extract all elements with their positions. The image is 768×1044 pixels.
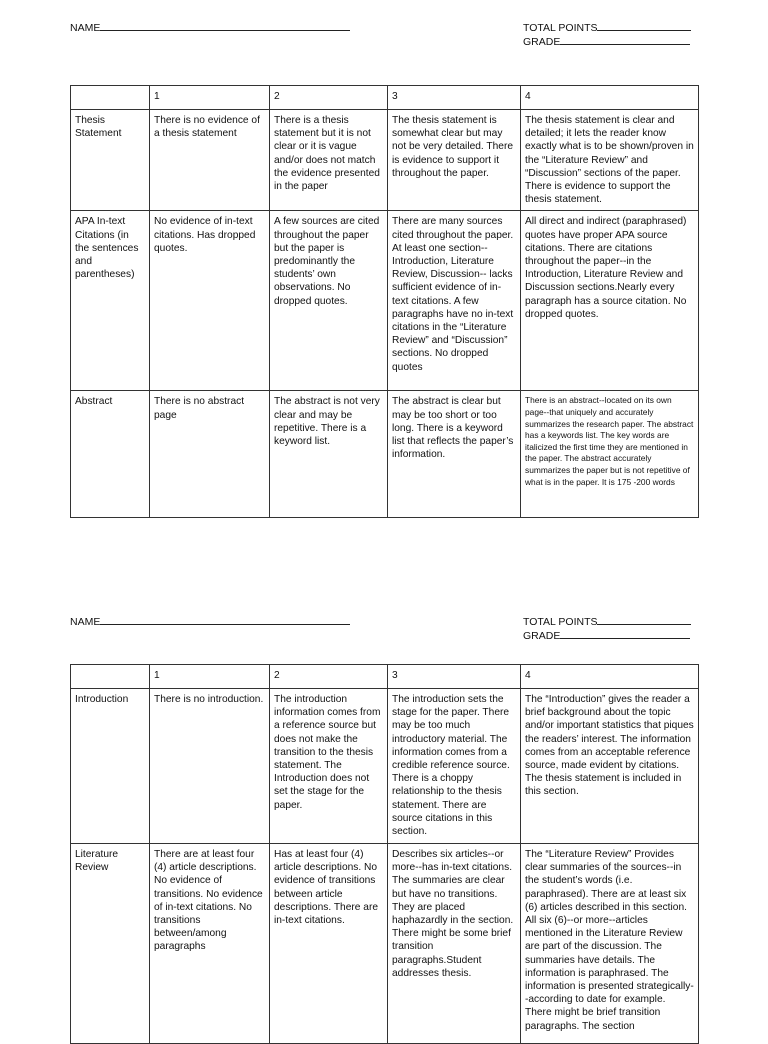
header-cell: 4 bbox=[521, 86, 699, 110]
score-cell: The abstract is clear but may be too short or too long. There is a keyword list that reflects the paper’s information. bbox=[388, 391, 521, 518]
score-cell: Describes six articles--or more--has in-text citations. The summaries are clear but have no transitions. They are placed haphazardly in the section. There might be some brief transition paragraphs.Student addresses thesis. bbox=[388, 844, 521, 1044]
name-label: NAME bbox=[70, 22, 101, 34]
score-cell: There are many sources cited throughout the paper. At least one section--Introduction, Literature Review, Discussion-- lacks sufficient evidence of in-text citations. A few paragraphs have no in-text citations in the “Literature Review” and “Discussion” sections. No dropped quotes bbox=[388, 211, 521, 391]
grade-underline[interactable] bbox=[560, 628, 690, 639]
table-row bbox=[71, 211, 699, 391]
grade-underline[interactable] bbox=[560, 34, 690, 45]
table-row bbox=[71, 110, 699, 211]
header-cell: 1 bbox=[150, 86, 270, 110]
score-cell: The introduction sets the stage for the paper. There may be too much introductory material. The information comes from a credible reference source. There is a choppy relationship to the thesis statement. There are source citations in this section. bbox=[388, 689, 521, 844]
table-row bbox=[71, 844, 699, 1044]
grade-field[interactable] bbox=[523, 34, 690, 49]
header-cell: 4 bbox=[521, 665, 699, 689]
score-cell: The “Literature Review” Provides clear summaries of the sources--in the student’s words (i.e. paraphrased). There are at least six (6) articles described in this section. All six (6)--or more--articles mentioned in the Literature Review are part of the discussion. The summaries have details. The information is paraphrased. The information is presented strategically--according to date for example. There might be brief transition paragraphs. The section bbox=[521, 844, 699, 1044]
score-cell: The “Introduction” gives the reader a brief background about the topic and/or important statistics that piques the readers’ interest. The information comes from an acceptable reference source, made evident by citations. The thesis statement is included in this section. bbox=[521, 689, 699, 844]
total-points-field[interactable] bbox=[523, 20, 691, 35]
header-cell: 2 bbox=[270, 665, 388, 689]
total-points-label: TOTAL POINTS bbox=[523, 616, 598, 628]
total-points-underline[interactable] bbox=[597, 20, 691, 31]
score-cell: There is no abstract page bbox=[150, 391, 270, 518]
name-field[interactable] bbox=[70, 614, 350, 629]
total-points-label: TOTAL POINTS bbox=[523, 22, 598, 34]
table-row bbox=[71, 391, 699, 518]
score-cell: The thesis statement is somewhat clear but may not be very detailed. There is evidence to support it throughout the paper. bbox=[388, 110, 521, 211]
header-cell bbox=[71, 86, 150, 110]
score-cell: The introduction information comes from a reference source but does not make the transition to the thesis statement. The Introduction does not set the stage for the paper. bbox=[270, 689, 388, 844]
score-cell: There are at least four (4) article descriptions. No evidence of transitions. No evidence of in-text citations. No transitions between/among paragraphs bbox=[150, 844, 270, 1044]
score-cell: The thesis statement is clear and detailed; it lets the reader know exactly what is to be shown/proven in the “Literature Review” and “Discussion” sections of the paper. There is evidence to support the thesis statement. bbox=[521, 110, 699, 211]
score-cell: The abstract is not very clear and may be repetitive. There is a keyword list. bbox=[270, 391, 388, 518]
criterion-cell: Introduction bbox=[71, 689, 150, 844]
criterion-cell: APA In-text Citations (in the sentences and parentheses) bbox=[71, 211, 150, 391]
score-cell: There is a thesis statement but it is not clear or it is vague and/or does not match the evidence presented in the paper bbox=[270, 110, 388, 211]
score-cell: Has at least four (4) article descriptions. No evidence of transitions between article descriptions. There are in-text citations. bbox=[270, 844, 388, 1044]
score-cell: No evidence of in-text citations. Has dropped quotes. bbox=[150, 211, 270, 391]
criterion-cell: Thesis Statement bbox=[71, 110, 150, 211]
score-cell: A few sources are cited throughout the paper but the paper is predominantly the students’ own observations. No dropped quotes. bbox=[270, 211, 388, 391]
header-cell: 1 bbox=[150, 665, 270, 689]
name-label: NAME bbox=[70, 616, 101, 628]
rubric-table bbox=[70, 85, 699, 518]
name-underline[interactable] bbox=[100, 614, 350, 625]
score-cell: There is no introduction. bbox=[150, 689, 270, 844]
header-cell: 2 bbox=[270, 86, 388, 110]
total-points-field[interactable] bbox=[523, 614, 691, 629]
grade-label: GRADE bbox=[523, 36, 561, 48]
name-field[interactable] bbox=[70, 20, 350, 35]
criterion-cell: Literature Review bbox=[71, 844, 150, 1044]
score-cell: There is an abstract--located on its own page--that uniquely and accurately summarizes the research paper. The abstract has a keywords list. The key words are italicized the first time they are mentioned in the paper. The abstract accurately summarizes the paper but is not repetitive of what is in the paper. It is 175 -200 words bbox=[521, 391, 699, 518]
score-header-row bbox=[71, 665, 699, 689]
grade-label: GRADE bbox=[523, 630, 561, 642]
criterion-cell: Abstract bbox=[71, 391, 150, 518]
rubric-table bbox=[70, 664, 699, 1044]
score-cell: There is no evidence of a thesis statement bbox=[150, 110, 270, 211]
header-cell: 3 bbox=[388, 665, 521, 689]
header-cell bbox=[71, 665, 150, 689]
table-row bbox=[71, 689, 699, 844]
score-cell: All direct and indirect (paraphrased) quotes have proper APA source citations. There are citations throughout the paper--in the Introduction, Literature Review and Discussion sections.Nearly every paragraph has a source citation. No dropped quotes. bbox=[521, 211, 699, 391]
grade-field[interactable] bbox=[523, 628, 690, 643]
total-points-underline[interactable] bbox=[597, 614, 691, 625]
score-header-row bbox=[71, 86, 699, 110]
header-cell: 3 bbox=[388, 86, 521, 110]
name-underline[interactable] bbox=[100, 20, 350, 31]
